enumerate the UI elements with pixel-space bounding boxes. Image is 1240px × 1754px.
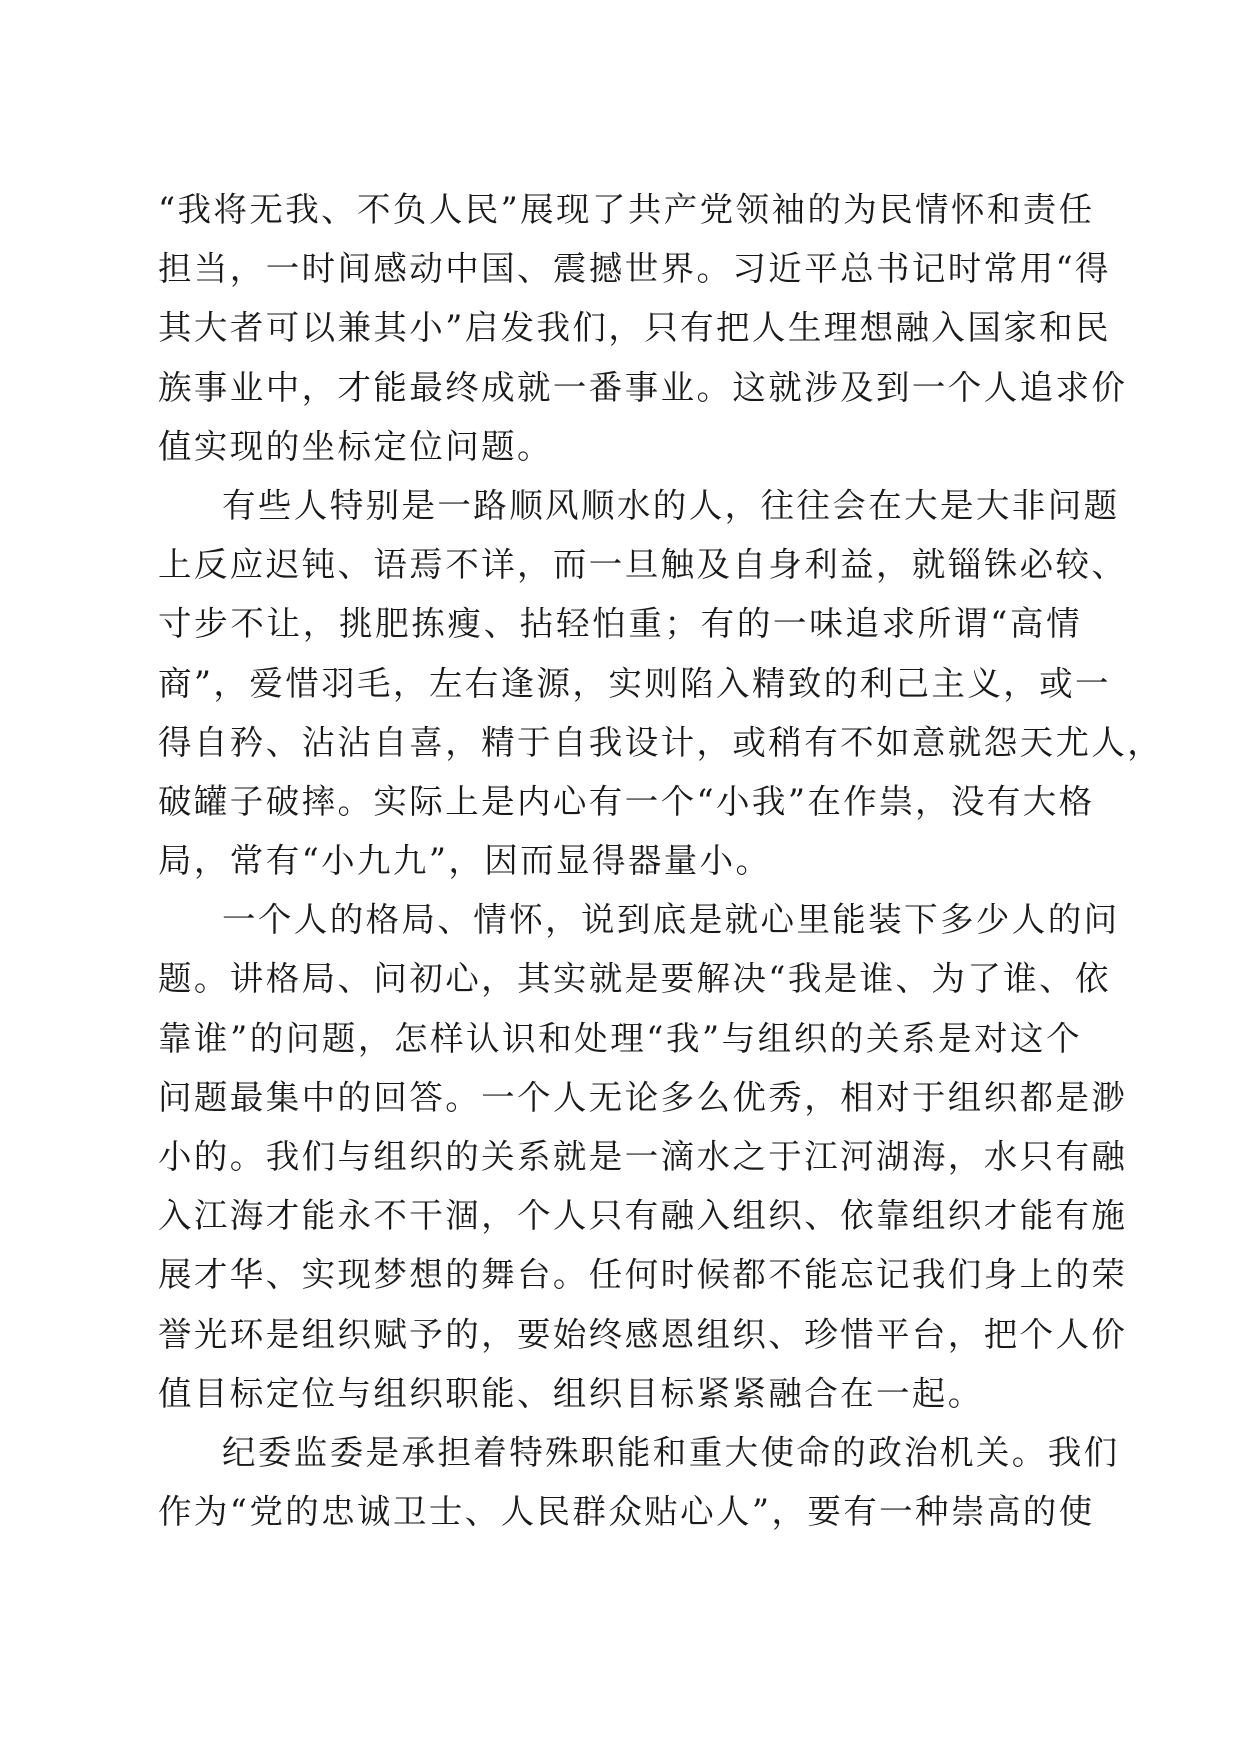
paragraph-end-line: 局，常有“小九九”，因而显得器量小。 [158,841,772,881]
text-line: 担当，一时间感动中国、震撼世界。习近平总书记时常用“得 [158,249,1111,289]
text-line: 寸步不让，挑肥拣瘦、拈轻怕重；有的一味追求所谓“高情 [158,604,1082,644]
text-line: “我将无我、不负人民”展现了共产党领袖的为民情怀和责任 [158,190,1095,229]
text-line: 小的。我们与组织的关系就是一滴水之于江河湖海，水只有融 [158,1137,1128,1176]
paragraph-start-line: 有些人特别是一路顺风顺水的人，往往会在大是大非问题 [222,485,1120,525]
text-line: 题。讲格局、问初心，其实就是要解决“我是谁、为了谁、依 [158,959,1111,999]
text-line: 靠谁”的问题，怎样认识和处理“我”与组织的关系是对这个 [158,1018,1082,1058]
text-line: 誉光环是组织赋予的，要始终感恩组织、珍惜平台，把个人价 [158,1314,1128,1354]
text-line: 得自矜、沾沾自喜，精于自我设计，或稍有不如意就怨天尤人， [158,722,1164,762]
paragraph-start-line: 一个人的格局、情怀，说到底是就心里能装下多少人的问 [222,900,1120,940]
text-line: 展才华、实现梦想的舞台。任何时候都不能忘记我们身上的荣 [158,1255,1128,1295]
text-line: 作为“党的忠诚卫士、人民群众贴心人”，要有一种崇高的使 [158,1492,1095,1532]
text-line: 商”，爱惜羽毛，左右逢源，实则陷入精致的利己主义，或一 [158,663,1111,703]
text-line: 问题最集中的回答。一个人无论多么优秀，相对于组织都是渺 [158,1077,1128,1117]
text-line: 破罐子破摔。实际上是内心有一个“小我”在作祟，没有大格 [158,781,1095,821]
text-line: 族事业中，才能最终成就一番事业。这就涉及到一个人追求价 [158,367,1128,407]
paragraph-start-line: 纪委监委是承担着特殊职能和重大使命的政治机关。我们 [222,1432,1120,1472]
text-line: 上反应迟钝、语焉不详，而一旦触及自身利益，就锱铢必较、 [158,545,1128,585]
text-line: 入江海才能永不干涸，个人只有融入组织、依靠组织才能有施 [158,1196,1128,1236]
paragraph-end-line: 值目标定位与组织职能、组织目标紧紧融合在一起。 [158,1373,984,1413]
paragraph-end-line: 值实现的坐标定位问题。 [158,426,553,466]
text-line: 其大者可以兼其小”启发我们，只有把人生理想融入国家和民 [158,308,1111,348]
document-page [158,180,1164,1541]
